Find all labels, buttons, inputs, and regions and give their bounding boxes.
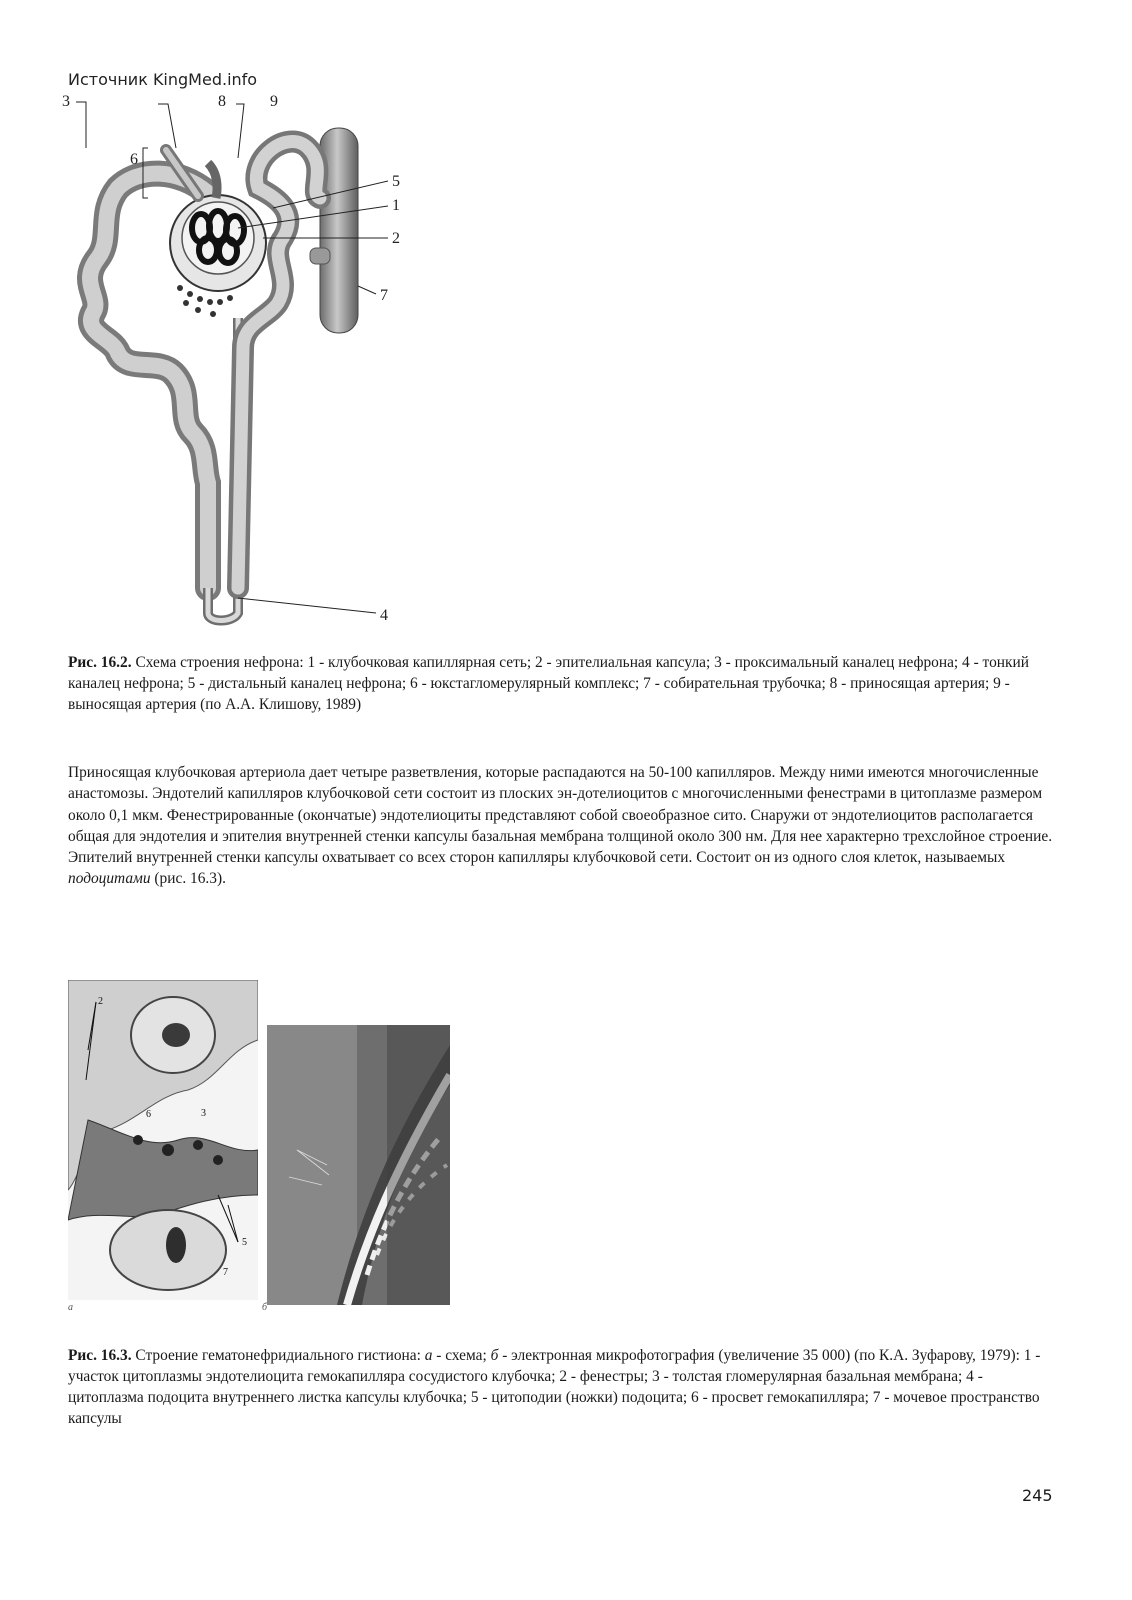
fig1-label-4: 4 [380,607,388,624]
fig2a-label-7: 7 [223,1267,228,1278]
body-paragraph [68,762,1058,890]
figure-16-3-caption-a: а [424,1347,433,1364]
figure-16-3-sublabel-a: а [68,1302,73,1313]
fig2a-label-6: 6 [146,1109,151,1120]
fig2a-label-3: 3 [201,1108,206,1119]
figure-16-3-caption-part2: - схема; [432,1347,491,1364]
body-paragraph-text: Приносящая клубочковая артериола дает четыре разветвления, которые распадаются на 50-100 капилляров. Между ними имеются многочисленные анастомозы. Эндотелий капилляров клубочковой сети состоит из плоских эн-дотелиоцитов с многочисленными фенестрами в цитоплазме размером около 0,1 мкм. Фенестрированные (окончатые) эндотелиоциты представляют собой своеобразное сито. Снаружи от эндотелиоцитов располагается общая для эндотелия и эпителия внутренней стенки капсулы базальная мембрана толщиной около 300 нм. Для нее характерно трехслойное строение. Эпителий внутренней стенки капсулы охватывает со всех сторон капилляры клубочковой сети. Состоит он из одного слоя клеток, называемых [68,764,1053,867]
figure-16-2-caption-text: Схема строения нефрона: 1 - клубочковая капиллярная сеть; 2 - эпителиальная капсула; 3 - проксимальный каналец нефрона; 4 - тонкий каналец нефрона; 5 - дистальный каналец нефрона; 6 - юкстагломерулярный комплекс; 7 - собирательная трубочка; 8 - приносящая артерия; 9 - выносящая артерия (по А.А. Клишову, 1989) [68,654,1029,713]
fig1-label-9: 9 [270,93,278,110]
fig1-label-7: 7 [380,287,388,304]
figure-16-3-caption-b: б [490,1347,499,1364]
source-watermark: Источник KingMed.info [68,70,258,89]
fig2a-label-2: 2 [98,996,103,1007]
fig1-label-6: 6 [130,151,138,168]
fig2a-label-5: 5 [242,1237,247,1248]
figure-16-3-caption [68,1345,1058,1429]
fig1-label-5: 5 [392,173,400,190]
figure-16-3-caption-title: Рис. 16.3. [68,1347,132,1364]
body-paragraph-term: подоцитами [68,870,151,888]
figure-16-3-caption-part1: Строение гематонефридиального гистиона: [131,1347,425,1364]
fig1-label-2: 2 [392,230,400,247]
fig1-label-3: 3 [62,93,70,110]
figure-16-3-sublabel-b: б [262,1302,268,1313]
page-number: 245 [1022,1486,1053,1505]
fig1-label-8: 8 [218,93,226,110]
figure-16-2-caption [68,652,1058,715]
figure-16-3-caption-part3: - электронная микрофотография (увеличение 35 000) (по К.А. Зуфарову, 1979): 1 - участок цитоплазмы эндотелиоцита гемокапилляра сосудистого клубочка; 2 - фенестры; 3 - толстая гломерулярная базальная мембрана; 4 - цитоплазма подоцита внутреннего листка капсулы клубочка; 5 - цитоподии (ножки) подоцита; 6 - просвет гемокапилляра; 7 - мочевое пространство капсулы [68,1347,1041,1427]
figure-16-3b-micrograph [267,1025,450,1305]
figure-16-2-caption-title: Рис. 16.2. [68,654,132,671]
figure-16-3a-schema [68,980,258,1300]
nephron-figure [58,88,478,648]
fig1-label-1: 1 [392,197,400,214]
body-paragraph-ref: (рис. 16.3). [150,870,226,888]
